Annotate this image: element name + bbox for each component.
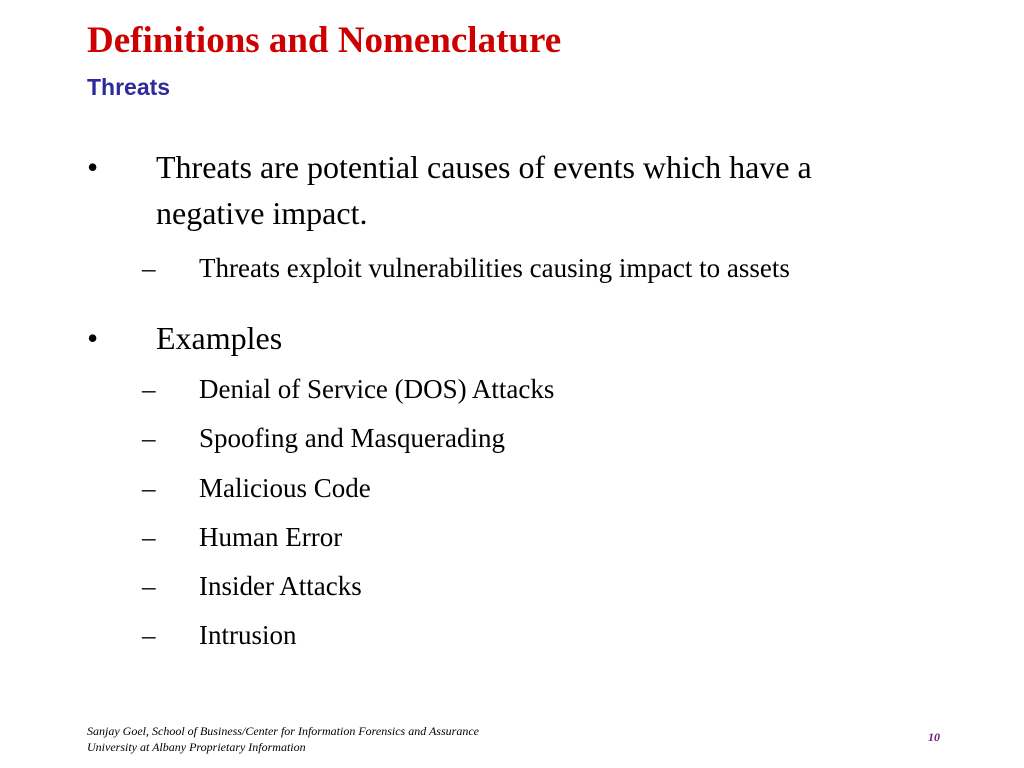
bullet-text-line: negative impact. xyxy=(156,195,368,231)
sub-marker: – xyxy=(142,522,156,552)
slide-title: Definitions and Nomenclature xyxy=(87,20,562,61)
sub-marker: – xyxy=(142,374,156,404)
slide-footer xyxy=(87,723,479,755)
sub-marker: – xyxy=(142,253,156,283)
bullet-text-line: Examples xyxy=(156,320,283,356)
slide-subtitle: Threats xyxy=(87,74,171,100)
footer-line: University at Albany Proprietary Information xyxy=(87,740,306,754)
sub-marker: – xyxy=(142,620,156,650)
sub-text: Threats exploit vulnerabilities causing impact to assets xyxy=(199,253,790,283)
bullet-marker: • xyxy=(87,320,99,356)
sub-text: Spoofing and Masquerading xyxy=(199,423,505,453)
sub-marker: – xyxy=(142,571,156,601)
page-number: 10 xyxy=(928,730,940,744)
sub-text: Intrusion xyxy=(199,620,297,650)
footer-line: Sanjay Goel, School of Business/Center for Information Forensics and Assurance xyxy=(87,724,479,738)
sub-text: Malicious Code xyxy=(199,473,371,503)
bullet-text-line: Threats are potential causes of events which have a xyxy=(156,149,812,185)
sub-text: Denial of Service (DOS) Attacks xyxy=(199,374,555,404)
sub-text: Insider Attacks xyxy=(199,571,362,601)
sub-text: Human Error xyxy=(199,522,343,552)
sub-marker: – xyxy=(142,423,156,453)
sub-marker: – xyxy=(142,473,156,503)
bullet-marker: • xyxy=(87,149,99,185)
